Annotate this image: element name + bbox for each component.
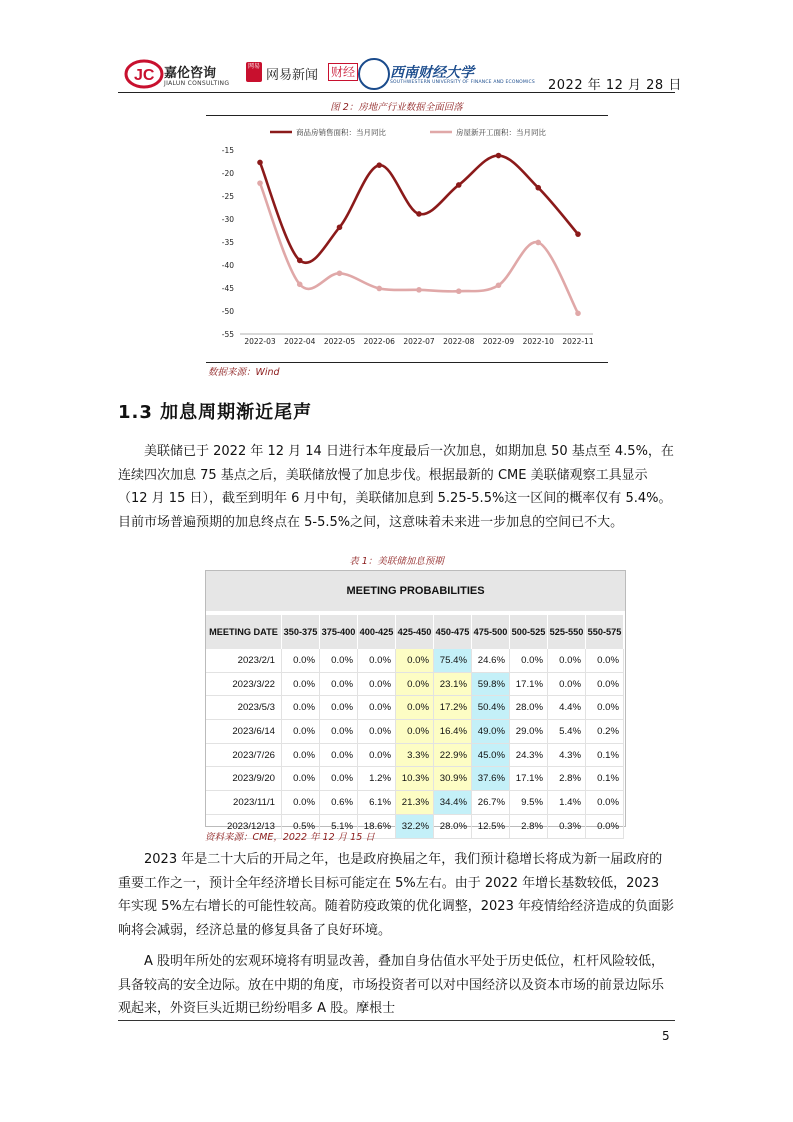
x-tick-label: 2022-05 [323, 337, 356, 346]
probability-cell: 17.2% [434, 696, 472, 720]
column-header-range: 350-375 [282, 615, 320, 649]
probability-cell: 30.9% [434, 767, 472, 791]
report-date: 2022 年 12 月 28 日 [548, 78, 682, 93]
probability-cell: 9.5% [510, 791, 548, 815]
legend-label: 商品房销售面积：当月同比 [296, 128, 386, 137]
probability-cell: 0.0% [282, 696, 320, 720]
section-heading: 1.3 加息周期渐近尾声 [118, 402, 313, 423]
probability-cell: 26.7% [472, 791, 510, 815]
probability-cell: 0.2% [586, 720, 624, 744]
probability-cell: 0.0% [358, 743, 396, 767]
y-tick-label: -20 [221, 169, 234, 178]
jialun-logo-icon [124, 58, 164, 90]
header-divider [118, 92, 675, 93]
meeting-date-cell: 2023/7/26 [206, 743, 282, 767]
probability-cell: 1.2% [358, 767, 396, 791]
paragraph-text: 美联储已于 2022 年 12 月 14 日进行本年度最后一次加息，如期加息 50 基点至 4.5%，在连续四次加息 75 基点之后，美联储放慢了加息步伐。根据最新的 CME 美联储观察工具显示（12 月 15 日），截至到明年 6 月中旬，美联储加息到 5.25-5.5%这一区间的概率仅有 5.4%。目前市场普遍预期的加息终点在 5-5.5%之间，这意味着未来进一步加息的空间已不大。 [118, 444, 674, 530]
probability-cell: 0.0% [548, 649, 586, 672]
y-tick-label: -40 [221, 261, 234, 270]
body-paragraph-2 [118, 848, 674, 942]
meeting-date-cell: 2023/3/22 [206, 672, 282, 696]
probability-cell: 0.0% [282, 720, 320, 744]
probability-cell: 0.0% [586, 649, 624, 672]
y-tick-label: -35 [221, 238, 234, 247]
data-point [416, 287, 422, 293]
table-row [206, 767, 624, 791]
probability-cell: 0.0% [320, 672, 358, 696]
probability-cell: 0.0% [358, 720, 396, 744]
probability-cell: 0.0% [320, 649, 358, 672]
column-header-range: 525-550 [548, 615, 586, 649]
probability-cell: 3.3% [396, 743, 434, 767]
probability-cell: 28.0% [434, 814, 472, 838]
probability-cell: 0.0% [586, 791, 624, 815]
probability-cell: 5.1% [320, 814, 358, 838]
probability-cell: 23.1% [434, 672, 472, 696]
data-point [575, 311, 581, 317]
netease-finance-tag: 财经 [328, 63, 358, 81]
probability-cell: 0.0% [282, 672, 320, 696]
data-point [376, 162, 382, 168]
table-source: 资料来源：CME，2022 年 12 月 15 日 [205, 832, 375, 843]
probability-cell: 0.0% [396, 720, 434, 744]
table-row [206, 672, 624, 696]
table-row [206, 791, 624, 815]
probability-cell: 0.0% [586, 672, 624, 696]
x-tick-label: 2022-06 [363, 337, 395, 346]
probability-cell: 0.0% [282, 767, 320, 791]
probability-cell: 4.3% [548, 743, 586, 767]
svg-text:JC: JC [134, 67, 155, 84]
x-tick-label: 2022-03 [244, 337, 276, 346]
x-tick-label: 2022-08 [443, 337, 475, 346]
data-point [575, 231, 581, 237]
probability-cell: 21.3% [396, 791, 434, 815]
probability-cell: 28.0% [510, 696, 548, 720]
probability-cell: 49.0% [472, 720, 510, 744]
probability-cell: 0.5% [282, 814, 320, 838]
x-tick-label: 2022-04 [284, 337, 316, 346]
data-point [496, 153, 502, 159]
meeting-date-cell: 2023/11/1 [206, 791, 282, 815]
data-point [416, 211, 422, 217]
column-header-meeting-date: MEETING DATE [206, 615, 282, 649]
meeting-date-cell: 2023/9/20 [206, 767, 282, 791]
probability-cell: 16.4% [434, 720, 472, 744]
data-point [456, 288, 462, 294]
data-point [456, 182, 462, 188]
probability-cell: 17.1% [510, 767, 548, 791]
page-number: 5 [662, 1029, 670, 1043]
probability-cell: 0.0% [282, 743, 320, 767]
probability-cell: 0.6% [320, 791, 358, 815]
probability-cell: 0.0% [396, 672, 434, 696]
meeting-date-cell: 2023/2/1 [206, 649, 282, 672]
probability-cell: 2.8% [510, 814, 548, 838]
column-header-range: 550-575 [586, 615, 624, 649]
probability-cell: 32.2% [396, 814, 434, 838]
figure-top-rule [206, 115, 608, 116]
swufe-english-name: SOUTHWESTERN UNIVERSITY OF FINANCE AND ECONOMICS [390, 80, 535, 85]
probability-cell: 5.4% [548, 720, 586, 744]
probability-cell: 10.3% [396, 767, 434, 791]
table-title: MEETING PROBABILITIES [206, 571, 625, 611]
probability-cell: 0.0% [320, 767, 358, 791]
meeting-date-cell: 2023/12/13 [206, 814, 282, 838]
data-point [297, 282, 303, 288]
figure-source: 数据来源：Wind [208, 367, 280, 378]
meeting-date-cell: 2023/6/14 [206, 720, 282, 744]
real-estate-line-chart [208, 118, 608, 364]
probability-cell: 0.0% [586, 814, 624, 838]
table-caption: 表 1：美联储加息预期 [349, 556, 444, 567]
section-paragraph-1 [118, 440, 674, 534]
legend-label: 房屋新开工面积：当月同比 [456, 128, 546, 137]
y-tick-label: -50 [221, 307, 234, 316]
x-tick-label: 2022-09 [482, 337, 515, 346]
data-point [535, 240, 541, 246]
data-point [337, 224, 343, 230]
data-point [496, 282, 502, 288]
series-line [260, 183, 578, 313]
jialun-logo-sub: JIALUN CONSULTING [164, 80, 230, 87]
probability-cell: 0.0% [510, 649, 548, 672]
column-header-range: 500-525 [510, 615, 548, 649]
probability-cell: 0.0% [282, 791, 320, 815]
probability-cell: 1.4% [548, 791, 586, 815]
swufe-seal-icon [358, 58, 390, 90]
probability-cell: 37.6% [472, 767, 510, 791]
probability-cell: 45.0% [472, 743, 510, 767]
probability-cell: 0.3% [548, 814, 586, 838]
probability-cell: 0.0% [358, 672, 396, 696]
probability-cell: 75.4% [434, 649, 472, 672]
paragraph-text: A 股明年所处的宏观环境将有明显改善，叠加自身估值水平处于历史低位，杠杆风险较低，具备较高的安全边际。放在中期的角度，市场投资者可以对中国经济以及资本市场的前景边际乐观起来，外资巨头近期已纷纷唱多 A 股。摩根士 [118, 954, 665, 1016]
netease-news-name: 网易新闻 [266, 68, 319, 83]
y-tick-label: -30 [221, 215, 234, 224]
column-header-range: 475-500 [472, 615, 510, 649]
probability-cell: 6.1% [358, 791, 396, 815]
probability-cell: 0.0% [396, 696, 434, 720]
column-header-range: 425-450 [396, 615, 434, 649]
table-row [206, 743, 624, 767]
x-tick-label: 2022-10 [522, 337, 554, 346]
meeting-date-cell: 2023/5/3 [206, 696, 282, 720]
probability-cell: 0.0% [586, 696, 624, 720]
meeting-probabilities-table [205, 570, 626, 832]
data-point [257, 180, 263, 186]
column-header-range: 400-425 [358, 615, 396, 649]
paragraph-text: 2023 年是二十大后的开局之年，也是政府换届之年，我们预计稳增长将成为新一届政府的重要工作之一，预计全年经济增长目标可能定在 5%左右。由于 2022 年增长基数较低，2023 年实现 5%左右增长的可能性较高。随着防疫政策的优化调整，2023 年疫情给经济造成的负面影响将会减弱，经济总量的修复具备了良好环境。 [118, 852, 674, 938]
probability-cell: 0.0% [320, 720, 358, 744]
probability-cell: 0.0% [320, 696, 358, 720]
probability-cell: 24.3% [510, 743, 548, 767]
probability-cell: 18.6% [358, 814, 396, 838]
probability-cell: 34.4% [434, 791, 472, 815]
data-point [376, 286, 382, 292]
probability-cell: 22.9% [434, 743, 472, 767]
y-tick-label: -15 [221, 146, 234, 155]
y-tick-label: -45 [221, 284, 234, 293]
figure-caption: 图 2：房地产行业数据全面回落 [330, 102, 463, 113]
data-point [337, 270, 343, 276]
data-point [257, 160, 263, 166]
probability-cell: 24.6% [472, 649, 510, 672]
probability-cell: 17.1% [510, 672, 548, 696]
y-tick-label: -25 [221, 192, 234, 201]
probability-cell: 0.0% [396, 649, 434, 672]
x-tick-label: 2022-07 [403, 337, 435, 346]
probability-cell: 2.8% [548, 767, 586, 791]
netease-badge-icon: 网易 [246, 62, 262, 82]
figure-bottom-rule [206, 362, 608, 363]
table-row [206, 649, 624, 672]
probability-grid [206, 615, 624, 839]
column-header-range: 450-475 [434, 615, 472, 649]
x-tick-label: 2022-11 [562, 337, 594, 346]
probability-cell: 0.0% [548, 672, 586, 696]
swufe-name: 西南财经大学 [390, 65, 474, 81]
probability-cell: 0.0% [358, 696, 396, 720]
probability-cell: 0.1% [586, 767, 624, 791]
probability-cell: 12.5% [472, 814, 510, 838]
jialun-logo-name: 嘉伦咨询 [164, 66, 217, 81]
y-tick-label: -55 [221, 330, 234, 339]
probability-cell: 0.0% [358, 649, 396, 672]
data-point [535, 185, 541, 191]
data-point [297, 258, 303, 264]
probability-cell: 0.0% [320, 743, 358, 767]
probability-cell: 0.0% [282, 649, 320, 672]
footer-divider [118, 1020, 675, 1021]
probability-cell: 4.4% [548, 696, 586, 720]
table-row [206, 720, 624, 744]
probability-cell: 29.0% [510, 720, 548, 744]
column-header-range: 375-400 [320, 615, 358, 649]
probability-cell: 0.1% [586, 743, 624, 767]
body-paragraph-3 [118, 950, 674, 1021]
series-line [260, 156, 578, 263]
table-row [206, 696, 624, 720]
probability-cell: 50.4% [472, 696, 510, 720]
probability-cell: 59.8% [472, 672, 510, 696]
